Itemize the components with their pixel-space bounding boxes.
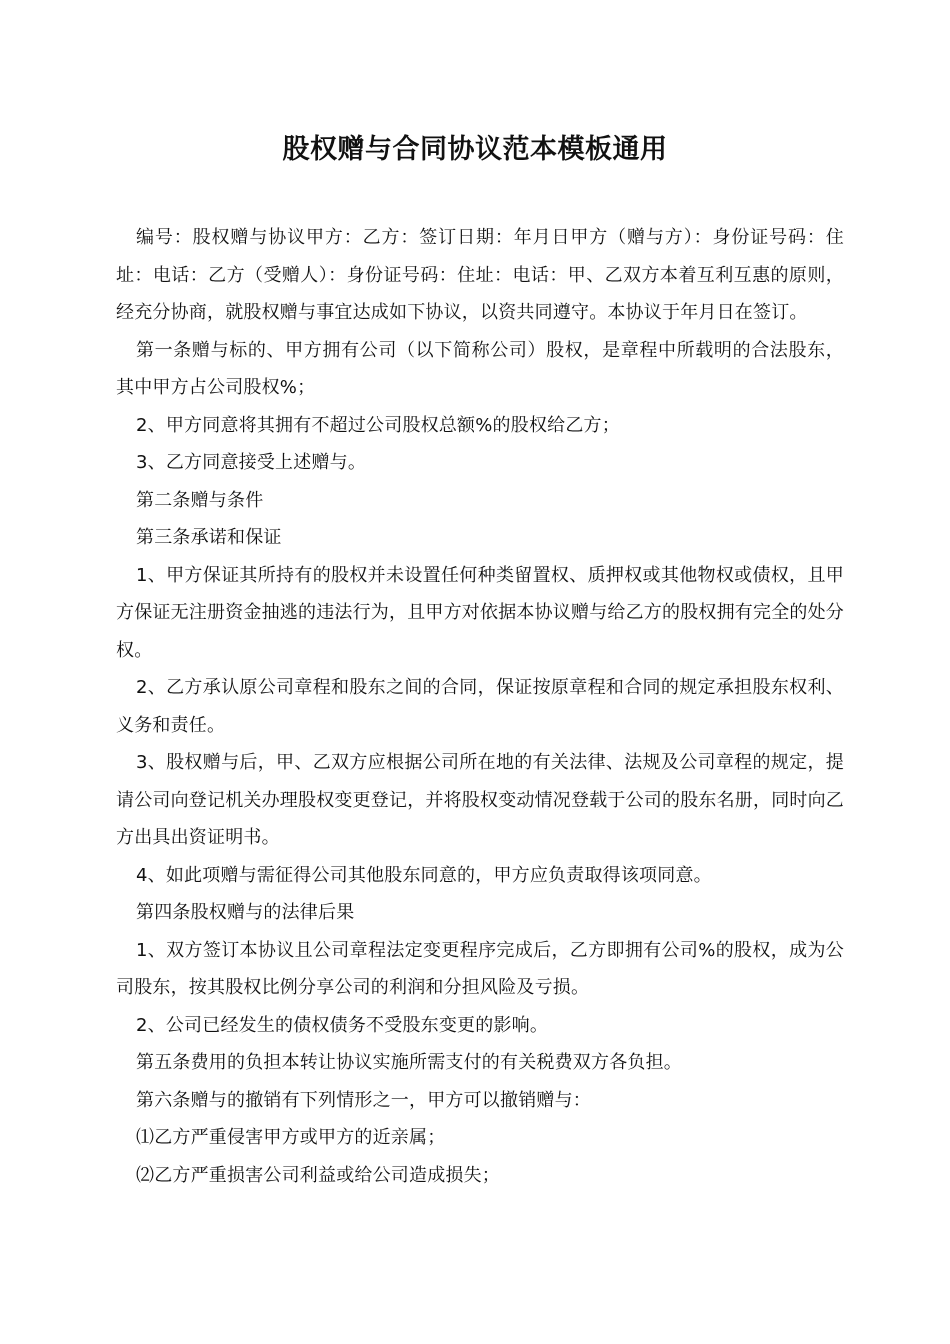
paragraph-article-1-item-3: 3、乙方同意接受上述赠与。: [136, 452, 367, 473]
paragraph-article-4-item-1: 1、双方签订本协议且公司章程法定变更程序完成后，乙方即拥有公司%的股权，成为公司股东，按其股权比例分享公司的利润和分担风险及亏损。: [116, 939, 844, 998]
paragraph-article-1-item-2: 2、甲方同意将其拥有不超过公司股权总额%的股权给乙方；: [136, 414, 620, 436]
paragraph-article-3-item-3: 3、股权赠与后，甲、乙双方应根据公司所在地的有关法律、法规及公司章程的规定，提请公司向登记机关办理股权变更登记，并将股权变动情况登载于公司的股东名册，同时向乙方出具出资证明书。: [116, 752, 844, 848]
paragraph-preamble: 编号：股权赠与协议甲方：乙方：签订日期：年月日甲方（赠与方）：身份证号码：住址：电话：乙方（受赠人）：身份证号码：住址：电话：甲、乙双方本着互利互惠的原则，经充分协商，就股权赠与事宜达成如下协议，以资共同遵守。本协议于年月日在签订。: [116, 227, 844, 323]
paragraph-article-5: 第五条费用的负担本转让协议实施所需支付的有关税费双方各负担。: [136, 1052, 682, 1073]
paragraph-article-3-item-2: 2、乙方承认原公司章程和股东之间的合同，保证按原章程和合同的规定承担股东权利、义务和责任。: [116, 677, 844, 736]
document-body: [116, 219, 844, 1194]
paragraph-article-4-heading: 第四条股权赠与的法律后果: [136, 902, 355, 923]
paragraph-article-6-item-2: ⑵乙方严重损害公司利益或给公司造成损失；: [136, 1164, 500, 1186]
paragraph-article-6: 第六条赠与的撤销有下列情形之一，甲方可以撤销赠与：: [136, 1089, 591, 1111]
paragraph-article-1: 第一条赠与标的、甲方拥有公司（以下简称公司）股权，是章程中所载明的合法股东，其中甲方占公司股权%；: [116, 339, 844, 398]
paragraph-article-4-item-2: 2、公司已经发生的债权债务不受股东变更的影响。: [136, 1014, 549, 1036]
paragraph-article-3-item-1: 1、甲方保证其所持有的股权并未设置任何种类留置权、质押权或其他物权或债权，且甲方保证无注册资金抽逃的违法行为，且甲方对依据本协议赠与给乙方的股权拥有完全的处分权。: [116, 564, 844, 661]
paragraph-article-2-heading: 第二条赠与条件: [136, 489, 264, 511]
paragraph-article-3-heading: 第三条承诺和保证: [136, 527, 282, 548]
paragraph-article-3-item-4: 4、如此项赠与需征得公司其他股东同意的，甲方应负责取得该项同意。: [136, 864, 712, 886]
paragraph-article-6-item-1: ⑴乙方严重侵害甲方或甲方的近亲属；: [136, 1127, 446, 1148]
document-title: 股权赠与合同协议范本模板通用: [282, 134, 668, 165]
